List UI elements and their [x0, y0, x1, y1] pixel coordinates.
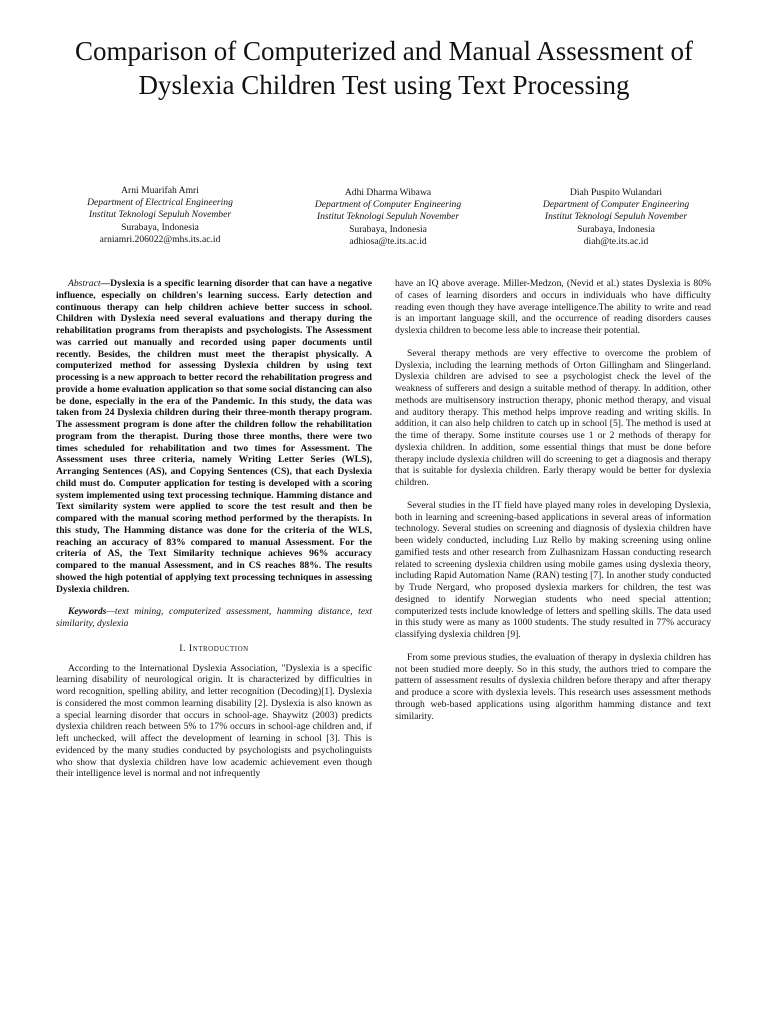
author-city: Surabaya, Indonesia — [577, 223, 655, 235]
author-name: Arni Muarifah Amri — [121, 185, 199, 196]
left-column — [56, 278, 372, 780]
author-email: adhiosa@te.its.ac.id — [349, 235, 427, 247]
author-institution: Institut Teknologi Sepuluh November — [88, 209, 232, 221]
keywords-body: —text mining, computerized assessment, hamming distance, text similarity, dyslexia — [56, 606, 372, 629]
author-department: Department of Computer Engineering — [314, 199, 462, 211]
intro-paragraph-4: From some previous studies, the evaluation of therapy in dyslexia children has not been studied more deeply. So in this study, the authors tried to compare the pattern of assessment results of dyslexia children before therapy and after therapy and produce a score with dyslexia levels. This research uses assessment methods through web-based applications using algorithm hamming distance and text similarity. — [395, 651, 711, 722]
right-column — [395, 278, 711, 722]
section-heading-introduction: I. Introduction — [179, 642, 249, 654]
author-city: Surabaya, Indonesia — [121, 221, 199, 233]
intro-paragraph-1: According to the International Dyslexia Association, "Dyslexia is a specific learning disability of neurological origin. It is characterized by difficulties in word recognition, spelling ability, and letter recognition (Decoding)[1]. Dyslexia is considered the most common learning disability [2]. Dyslexia is also known as a special learning disorder that occurs in school-age. Shaywitz (2003) predicts dyslexia children reach between 5% to 17% occurs in school-age children and, if left unchecked, will affect the development of learning in school [3]. This is evidenced by the many studies conducted by psychologists and psycholinguists who show that dyslexia children have low academic achievement even though their intelligence level is normal and not infrequently — [56, 662, 372, 780]
paper-title: Comparison of Computerized and Manual Assessment of Dyslexia Children Test using Text Processing — [75, 36, 693, 100]
author-department: Department of Computer Engineering — [542, 199, 690, 211]
author-1 — [40, 185, 280, 246]
keywords — [56, 606, 372, 630]
author-email: arniamri.206022@mhs.its.ac.id — [99, 233, 221, 245]
author-email: diah@te.its.ac.id — [583, 235, 649, 247]
author-name: Adhi Dharma Wibawa — [344, 187, 432, 198]
author-department: Department of Electrical Engineering — [87, 197, 233, 209]
keywords-label: Keywords — [68, 606, 107, 618]
author-name: Diah Puspito Wulandari — [569, 187, 663, 198]
intro-paragraph-continued: have an IQ above average. Miller-Medzon, (Nevid et al.) states Dyslexia is 80% of cases of learning disorders and occurs in individuals who have difficulty reading even though they have average intelligence.The ability to write and read is an important language skill, and the occurrence of reading disorders causes dyslexia children to become less able to increase their potential. — [395, 278, 711, 336]
abstract-body: —Dyslexia is a specific learning disorder that can have a negative influence, especially on children's learning success. Early detection and continuous therapy can help children achieve better success in school. Children with Dyslexia need several evaluations and therapy during the rehabilitation programs from therapists and psychologists. The Assessment was carried out manually and recorded using paper documents until recently. Besides, the children must meet the therapist physically. A computerized method for assessing Dyslexia children by using text processing is a new approach to better record the rehabilitation progress and provide a home evaluation application so that some social distancing can also be done, especially in the era of the Pandemic. In this study, the data was taken from 24 Dyslexia children during their three-month therapy program. The assessment program is done after the children follow the rehabilitation program from the therapist. During those three months, there were two times scheduled for rehabilitation and two times for Assessment. The Assessment uses three criteria, namely Writing Letter Series (WLS), Arranging Sentences (AS), and Copying Sentences (CS), that each Dyslexia child must do. Computer application for testing is developed with a scoring system implemented using text processing technique. Hamming distance and Text similarity system were applied to score the test result and then be compared with the manual scoring method performed by the therapists. In this study, The Hamming distance was done for the criteria of the WLS, reaching an accuracy of 83% compared to manual Assessment. For the criteria of AS, the Text Similarity technique achieves 96% accuracy compared to the manual Assessment, and in CS reaches 88%. The results showed the high potential of applying text processing techniques in assessing Dyslexia children. — [56, 278, 372, 595]
author-city: Surabaya, Indonesia — [349, 223, 427, 235]
author-2 — [268, 187, 508, 248]
abstract-label: Abstract — [68, 278, 101, 289]
abstract — [56, 278, 372, 595]
intro-paragraph-2: Several therapy methods are very effective to overcome the problem of Dyslexia, including the learning methods of Orton Gillingham and Slingerland. Dyslexia children are advised to see a psychologist check the level of the weakness of sufferers and design a suitable method of therapy. In addition, other methods are multisensory instruction therapy, phonic method therapy, and visual and auditory therapy. This method helps improve reading and writing skills. In addition, it can also help children to catch up in school [5]. The method is used at the time of therapy. Some institute courses use 1 or 2 methods of therapy for dyslexia children. In addition, some essential things that must be done before therapy include dyslexia children will do screening to get a diagnosis and therapy that is suitable for dyslexia children. Early therapy would be better for dyslexia children. — [395, 347, 711, 488]
author-institution: Institut Teknologi Sepuluh November — [316, 211, 460, 223]
author-institution: Institut Teknologi Sepuluh November — [544, 211, 688, 223]
intro-paragraph-3: Several studies in the IT field have played many roles in developing Dyslexia, both in learning and screening-based applications in several areas of information technology. Several studies on screening and diagnosis of dyslexia children have been widely conducted, including Luz Rello by making screening using online gamified tests and other research from Zulhasnizam Hassan conducting research related to screening dyslexia children using mobile games using dyslexia theory, including Rapid Automation Name (RAN) testing [7]. In another study conducted by Trude Nergard, who proposed dyslexia markers for children, the test was designed to identify Norwegian students who need special attention; computerized tests include knowledge of letters and spelling skills. The data used in this study were as many as 1000 students. The study resulted in 77% accuracy classifying dyslexia children [9]. — [395, 499, 711, 640]
author-3 — [496, 187, 736, 248]
